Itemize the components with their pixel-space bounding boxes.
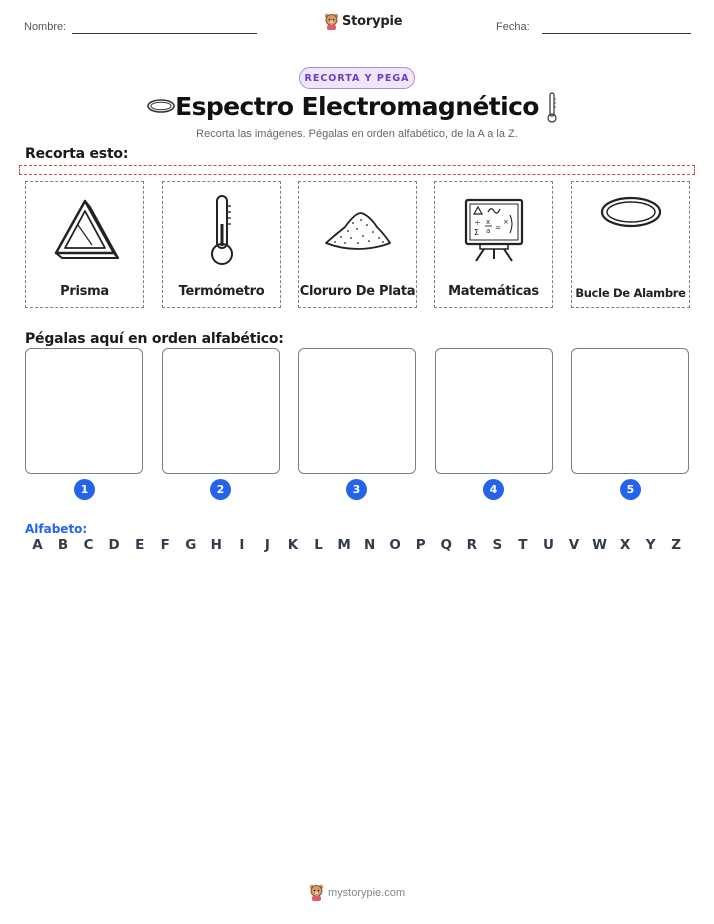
bear-mascot-icon — [324, 13, 339, 30]
alphabet-letter: E — [135, 537, 145, 553]
alphabet-letter: Y — [645, 537, 656, 553]
date-label: Fecha: — [496, 21, 530, 33]
paste-box[interactable] — [25, 348, 143, 474]
card-caption: Prisma — [60, 284, 109, 299]
order-number-badge: 1 — [74, 479, 95, 500]
alphabet-letter: P — [415, 537, 426, 553]
activity-badge: RECORTA Y PEGA — [299, 67, 415, 89]
alphabet-letter: N — [363, 537, 376, 553]
alphabet-letter: U — [542, 537, 554, 553]
alphabet-letter: A — [32, 537, 43, 553]
alphabet-letter: H — [210, 537, 222, 553]
name-label: Nombre: — [24, 21, 67, 33]
order-number-badge: 4 — [483, 479, 504, 500]
alphabet-letter: W — [592, 537, 607, 553]
name-line[interactable] — [72, 33, 257, 34]
alphabet-letter: M — [337, 537, 351, 553]
svg-text:a: a — [485, 227, 490, 235]
alphabet-letter: F — [160, 537, 170, 553]
alphabet-letter: S — [492, 537, 503, 553]
cut-card[interactable] — [434, 181, 553, 308]
paste-box[interactable] — [162, 348, 280, 474]
card-caption: Termómetro — [178, 284, 265, 299]
alphabet-letter: I — [239, 537, 245, 553]
date-line[interactable] — [542, 33, 691, 34]
salt-pile-icon — [323, 205, 393, 255]
paste-box[interactable] — [298, 348, 416, 474]
alphabet-letter: X — [619, 537, 631, 553]
prism-icon — [50, 195, 120, 265]
alphabet-letter: D — [108, 537, 120, 553]
wire-loop-icon — [598, 192, 664, 232]
alphabet-letter: T — [518, 537, 528, 553]
svg-text:÷: ÷ — [473, 218, 481, 227]
brand-name: Storypie — [342, 14, 403, 29]
alphabet-letter: J — [264, 537, 270, 553]
alphabet-letter: O — [389, 537, 401, 553]
card-caption: Bucle De Alambre — [575, 286, 686, 300]
order-number-badge: 2 — [210, 479, 231, 500]
alphabet-letter: Z — [671, 537, 682, 553]
svg-text:x: x — [485, 218, 490, 226]
svg-text:=: = — [494, 224, 501, 232]
thermometer-icon — [545, 92, 559, 124]
alphabet-letter: K — [287, 537, 299, 553]
alphabet-letter: V — [568, 537, 580, 553]
card-caption: Matemáticas — [448, 284, 539, 299]
bear-mascot-icon — [309, 884, 324, 901]
alphabet-letter: B — [57, 537, 69, 553]
alphabet-letter: C — [83, 537, 94, 553]
svg-text:×: × — [502, 218, 509, 226]
svg-text:Σ: Σ — [473, 228, 479, 237]
math-board-icon — [462, 197, 526, 263]
cut-section-label: Recorta esto: — [25, 146, 129, 162]
brand-logo — [324, 13, 402, 30]
cut-card[interactable] — [298, 181, 417, 308]
alphabet-label: Alfabeto: — [25, 522, 88, 536]
alphabet-row — [25, 537, 689, 553]
alphabet-letter: Q — [440, 537, 452, 553]
alphabet-letter: G — [185, 537, 197, 553]
cut-card[interactable] — [162, 181, 281, 308]
page-title: Espectro Electromagnético — [175, 92, 539, 121]
footer-url[interactable]: mystorypie.com — [327, 886, 406, 899]
card-caption: Cloruro De Plata — [299, 284, 416, 299]
paste-section-label: Pégalas aquí en orden alfabético: — [25, 331, 284, 347]
instructions: Recorta las imágenes. Pégalas en orden alfabético, de la A a la Z. — [196, 128, 518, 140]
paste-box[interactable] — [435, 348, 553, 474]
alphabet-letter: R — [466, 537, 477, 553]
thermometer-icon — [205, 194, 239, 266]
cut-line — [19, 165, 695, 175]
cut-card[interactable] — [571, 181, 690, 308]
paste-box[interactable] — [571, 348, 689, 474]
order-number-badge: 5 — [620, 479, 641, 500]
alphabet-letter: L — [314, 537, 323, 553]
cut-card[interactable] — [25, 181, 144, 308]
footer — [0, 884, 714, 901]
order-number-badge: 3 — [346, 479, 367, 500]
